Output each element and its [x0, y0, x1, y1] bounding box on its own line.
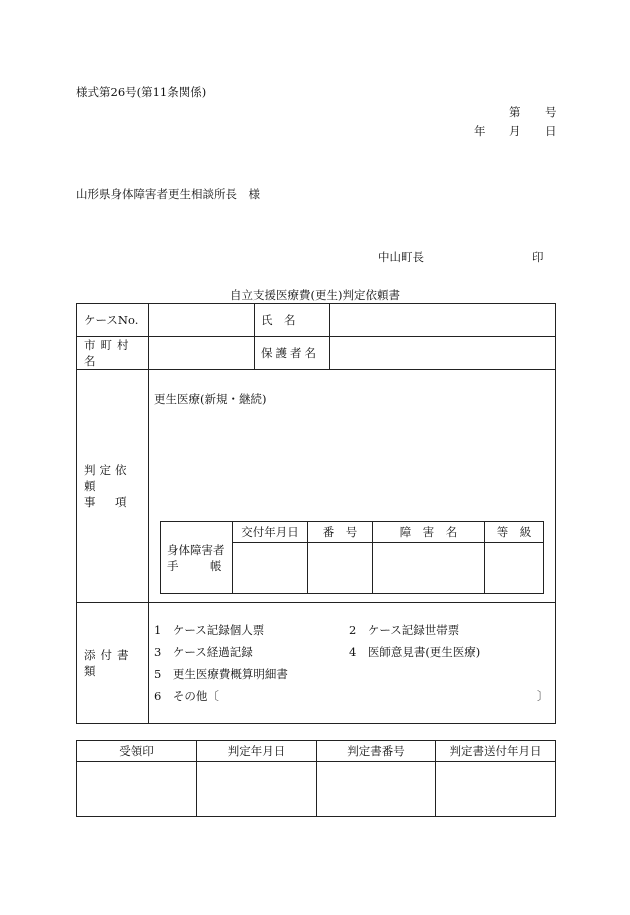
- municipality-value[interactable]: [149, 337, 255, 370]
- handbook-number-value[interactable]: [308, 543, 373, 594]
- case-no-label: ケースNo.: [84, 313, 139, 327]
- number-label-dai: 第: [509, 105, 521, 119]
- disability-name-header: 障 害 名: [373, 522, 485, 543]
- guardian-label: 保護者名: [261, 346, 319, 360]
- name-label: 氏 名: [261, 313, 296, 327]
- attach-label-cell: [77, 603, 149, 724]
- receipt-seal-value[interactable]: [77, 762, 197, 817]
- attachments-content: [149, 603, 556, 724]
- issue-date-value[interactable]: [233, 543, 308, 594]
- request-label-cell: [77, 370, 149, 603]
- attachment-5: 5 更生医療費概算明細書: [154, 667, 288, 681]
- guardian-value[interactable]: [330, 337, 556, 370]
- addressee: 山形県身体障害者更生相談所長 様: [76, 187, 260, 201]
- case-no-label-cell: [77, 304, 149, 337]
- judgment-date-header: 判定年月日: [197, 741, 317, 762]
- send-date-header: 判定書送付年月日: [436, 741, 556, 762]
- request-label-line1: 判定依頼: [84, 463, 131, 493]
- request-label-line2: 事 項: [84, 495, 131, 509]
- handbook-number-header: 番 号: [308, 522, 373, 543]
- attach-label: 添付書類: [84, 648, 134, 678]
- date-month-label: 月: [509, 124, 521, 138]
- request-table: [76, 303, 556, 724]
- handbook-label-cell: [161, 522, 233, 594]
- grade-header: 等 級: [485, 522, 544, 543]
- judgment-number-header: 判定書番号: [317, 741, 436, 762]
- attachment-6: 6 その他〔: [154, 689, 219, 703]
- handbook-label-line2: 手 帳: [167, 558, 232, 573]
- send-date-value[interactable]: [436, 762, 556, 817]
- receipt-table: [76, 740, 556, 817]
- attachment-4: 4 医師意見書(更生医療): [349, 645, 481, 659]
- case-no-value[interactable]: [149, 304, 255, 337]
- attachment-6-bracket-close: 〕: [537, 689, 549, 703]
- judgment-number-value[interactable]: [317, 762, 436, 817]
- attachment-1: 1 ケース記録個人票: [154, 623, 265, 637]
- guardian-label-cell: [255, 337, 330, 370]
- number-label-go: 号: [545, 105, 557, 119]
- grade-value[interactable]: [485, 543, 544, 594]
- sender-name: 中山町長: [378, 250, 424, 264]
- date-day-label: 日: [545, 124, 557, 138]
- receipt-seal-header: 受領印: [77, 741, 197, 762]
- name-value[interactable]: [330, 304, 556, 337]
- seal-mark: 印: [532, 250, 544, 264]
- attachment-2: 2 ケース記録世帯票: [349, 623, 460, 637]
- issue-date-header: 交付年月日: [233, 522, 308, 543]
- municipality-label: 市町村名: [84, 338, 134, 368]
- municipality-label-cell: [77, 337, 149, 370]
- document-title: 自立支援医療費(更生)判定依頼書: [230, 288, 400, 302]
- handbook-table: [160, 521, 544, 594]
- handbook-label-line1: 身体障害者: [167, 542, 225, 557]
- judgment-date-value[interactable]: [197, 762, 317, 817]
- form-number: 様式第26号(第11条関係): [76, 85, 207, 99]
- attachment-3: 3 ケース経過記録: [154, 645, 253, 659]
- date-year-label: 年: [474, 124, 486, 138]
- request-item: 更生医療(新規・継続): [154, 392, 267, 406]
- disability-name-value[interactable]: [373, 543, 485, 594]
- name-label-cell: [255, 304, 330, 337]
